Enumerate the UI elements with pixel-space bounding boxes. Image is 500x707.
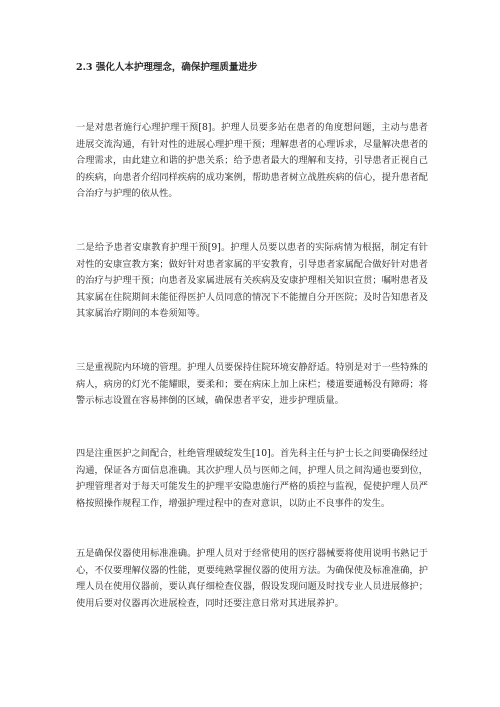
paragraph-instrument-usage: 五是确保仪器使用标准准确。护理人员对于经常使用的医疗器械要将使用说明书熟记于心，不仅要理解仪器的性能，更要纯熟掌握仪器的使用方法。为确保使及标准准确，护理人员在使用仪器前，要认真仔细检查仪器，假设发现问题及时找专业人员进展修护；使用后要对仪器再次进展检查，同时还要注意日常对其进展养护。 bbox=[76, 548, 428, 609]
paragraph-medical-cooperation: 四是注重医护之间配合，杜绝管理破绽发生[10]。首先科主任与护士长之间要确保经过沟通，保证各方面信息准确。其次护理人员与医师之间，护理人员之间沟通也要到位，护理管理者对于每天可能发生的护理平安隐患施行严格的质控与监视，促使护理人员严格按照操作规程工作，增强护理过程中的查对意识，以防止不良事件的发生。 bbox=[76, 448, 428, 509]
section-heading: 2.3 强化人本护理理念，确保护理质量进步 bbox=[76, 62, 258, 73]
paragraph-psychological-care: 一是对患者施行心理护理干预[8]。护理人员要多站在患者的角度想问题，主动与患者进展交流沟通，有针对性的进展心理护理干预；理解患者的心理诉求，尽量解决患者的合理需求，由此建立和谐的护患关系；给予患者最大的理解和支持，引导患者正视自己的疾病，向患者介绍同样疾病的成功案例，帮助患者树立战胜疾病的信心，提升患者配合治疗与护理的依从性。 bbox=[76, 122, 428, 200]
paragraph-health-education: 二是给予患者安康教育护理干预[9]。护理人员要以患者的实际病情为根据，制定有针对性的安康宣教方案；做好针对患者家属的平安教育，引导患者家属配合做好针对患者的治疗与护理干预；向患者及家属进展有关疾病及安康护理相关知识宣贯；嘱咐患者及其家属在住院期间未能征得医护人员同意的情况下不能擅自分开医院；及时告知患者及其家属治疗期间的本卷须知等。 bbox=[76, 242, 428, 320]
paragraph-ward-environment: 三是重视院内环境的管理。护理人员要保持住院环境安静舒适。特别是对于一些特殊的病人，病房的灯光不能耀眼，要柔和；要在病床上加上床栏；楼道要通畅没有障碍；将警示标志设置在容易摔倒的区域，确保患者平安，进步护理质量。 bbox=[76, 362, 428, 407]
